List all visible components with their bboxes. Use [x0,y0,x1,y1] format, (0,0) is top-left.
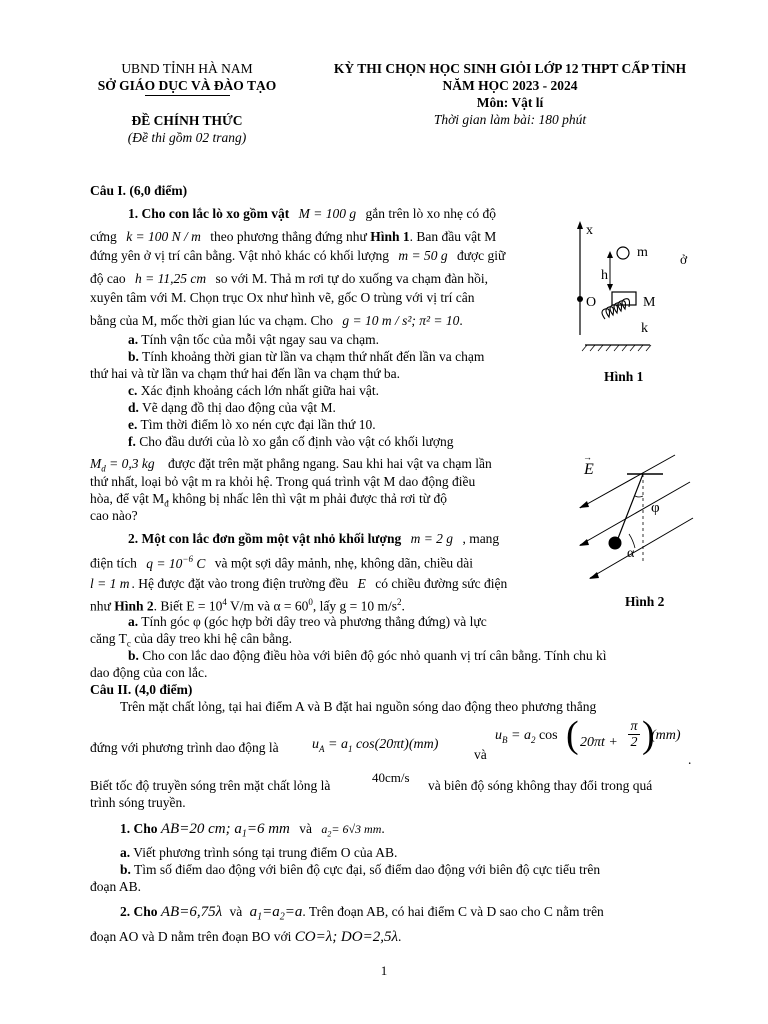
q-ii-va: và [229,904,243,919]
AB-lambda: AB=6,75λ [160,904,223,920]
phi-arc [635,496,643,497]
q1-line2 [90,229,496,245]
spring [602,299,630,319]
q1f-2 [90,456,492,474]
q-ii-1-label: 1. Cho [120,821,158,836]
item-text: Tính vận tốc của mỗi vật ngay sau va chạm. [141,332,379,347]
mass-Md-value: = 0,3 kg [109,456,155,471]
q1f-1 [128,434,453,450]
q-ii-va: và [299,821,312,836]
q1b-1 [128,349,484,365]
item-text: được đặt trên mặt phẳng ngang. Sau khi hai vật va chạm lần [167,456,492,471]
charge-exp: −6 [182,554,193,564]
q1-text: độ cao [90,271,126,286]
q2-text: có chiều đường sức điện [375,576,508,591]
q1-line5: xuyên tâm với M. Chọn trục Ox như hình vẽ, gốc O trùng với vị trí cân [90,290,475,305]
q2-line3 [90,576,507,592]
q1-text: bằng của M, mốc thời gian lúc va chạm. Cho [90,313,333,328]
q-ii-2-text: . Trên đoạn AB, có hai điểm C và D sao cho C nằm trên [302,904,604,919]
q-ii-1b-2: đoạn AB. [90,879,142,894]
uB-sub: B [502,734,508,745]
field-vector-arrow: → [583,452,592,462]
item-text: Vẽ dạng đồ thị dao động của vật M. [142,400,336,415]
a1-symbol: a [249,904,258,920]
q1-text: 1. Cho con lắc lò xo gồm vật [128,206,290,221]
uB-paren-left: ( [566,714,579,756]
figure-ref-1: Hình 1 [370,229,410,244]
q1a [128,332,379,348]
q1-text: . Ban đầu vật M [409,229,497,244]
fig1-label-k: k [641,321,648,336]
uA-rhs: = a [328,737,348,752]
q2-sup: 2 [397,597,402,607]
wave-speed: 40cm/s [372,770,410,785]
q2-text: . [401,598,405,614]
gravity-value: g = 10 m / s²; π² = 10 [342,313,460,328]
item-text: hòa, để vật M [90,491,165,506]
q1f-5: cao nào? [90,508,138,523]
item-text: Tính khoảng thời gian từ lần va chạm thứ nhất đến lần va chạm [142,349,485,364]
school-year: NĂM HỌC 2023 - 2024 [442,78,578,93]
q-ii-2-label: 2. Cho [120,904,158,919]
uB-unit: (mm) [651,728,681,743]
item-label: c. [128,383,138,398]
subject: Môn: Vật lí [476,95,544,110]
a-eq: =a [262,904,280,920]
q1-line1 [128,206,496,222]
item-label: f. [128,434,136,449]
CO-DO-values: CO=λ; DO=2,5λ [294,929,398,945]
fig1-label-h: h [601,268,608,283]
q2-text: như [90,598,111,614]
q-ii-line4: trình sóng truyền. [90,795,186,810]
charge-unit: C [196,555,206,571]
field-arrow-1 [579,501,589,508]
official-label: ĐỀ CHÍNH THỨC [131,113,243,128]
mass-Md: M [90,456,102,471]
uB-frac-den: 2 [630,735,638,750]
figure-1-drawing [565,215,688,385]
a2-sub: 2 [327,829,332,839]
q2-text: 2. Một con lắc đơn gồm một vật nhỏ khối lượng [128,531,402,546]
fig1-label-x: x [586,223,593,238]
AB-value: AB=20 cm [160,821,226,837]
uB-rhs: = a [511,728,531,743]
q-ii-1b [120,862,600,878]
question-2-title: Câu II. (4,0 điểm) [90,682,193,697]
h-arrow-top [607,251,613,258]
charge-q: q = 10 [146,555,183,571]
field-E: E [357,576,366,591]
mass-M: M = 100 g [298,206,357,221]
pendulum-mass: m = 2 g [410,531,454,546]
a2-symbol: a [321,822,328,836]
item-text: của dây treo khi hệ cân bằng. [134,631,293,646]
q-ii-intro: Trên mặt chất lỏng, tại hai điểm A và B đặt hai nguồn sóng dao động theo phương thẳng [120,699,597,714]
page-number: 1 [380,963,388,978]
uA-rhs2: cos(20πt)(mm) [355,737,439,752]
item-label: e. [128,417,138,432]
q-ii-text: đứng với phương trình dao động là [90,740,279,755]
ground-hatch [582,345,651,351]
equation-uA [312,737,438,754]
x-axis-arrow [577,221,583,229]
fig2-label-E: E [584,461,594,478]
length-l: l = 1 m [90,576,130,591]
field-arrow-2 [579,539,589,546]
q1-text: đứng yên ở vị trí cân bằng. Vật nhỏ khác có khối lượng [90,248,389,263]
q2-line1 [128,531,499,547]
fig1-label-M: M [643,295,656,310]
spring-constant: k = 100 N / m [126,229,201,244]
uB-arg: 20πt + [580,735,618,750]
figure-2-caption: Hình 2 [625,594,665,609]
uA-symbol: u [312,737,319,752]
q-ii-2 [120,904,604,923]
q2a-2 [90,631,292,649]
fig2-label-phi: φ [651,500,660,516]
fig2-label-alpha: α [627,546,635,561]
q1-text: gắn trên lò xo nhẹ có độ [365,206,496,221]
uB-paren-right: ) [642,714,655,756]
a-eq2: =a [284,904,303,920]
a2-sub: 2 [279,911,285,923]
q2b-1 [128,648,607,664]
q-ii-2-dot: . [397,929,402,944]
exam-title: KỲ THI CHỌN HỌC SINH GIỎI LỚP 12 THPT CẤP TỈNH [333,61,687,76]
height-h: h = 11,25 cm [134,271,207,286]
uB-fraction [628,719,640,750]
q-ii-va: và [474,747,487,762]
mass-m: m = 50 g [398,248,448,263]
item-text: Cho đầu dưới của lò xo gắn cố định vào vật có khối lượng [139,434,454,449]
a1-sub: 1 [241,828,247,840]
figure-1-caption: Hình 1 [604,369,644,384]
item-label: b. [120,862,131,877]
q2-text: V/m và α = 60 [229,598,309,614]
fig1-label-O: O [586,295,597,310]
q1e [128,417,376,433]
figure-2-drawing [575,450,695,585]
header-right [300,60,720,128]
uB-symbol: u [495,728,502,743]
item-sub: đ [164,498,169,509]
q-ii-line3a: Biết tốc độ truyền sóng trên mặt chất lỏng là [90,778,331,793]
q1-text-o: ở [680,252,688,267]
header-left [72,60,302,94]
q2b-2: dao động của con lắc. [90,665,208,680]
q2-text: . Hệ được đặt vào trong điện trường đều [131,576,349,591]
q1-line6: bằng của M, mốc thời gian lúc va chạm. Cho g = 10 m / s²; π² = 10. [90,313,463,328]
a1-symbol: ; a [225,821,242,837]
q2a-1 [128,614,487,630]
page-count-note: (Đề thi gồm 02 trang) [127,130,247,145]
item-sub: c [126,638,131,649]
q-ii-1a [120,845,397,861]
pendulum-string [617,474,643,541]
q1c [128,383,379,399]
uA-sub: A [319,743,325,754]
q1-text: cứng [90,229,117,244]
q1-line3 [90,248,505,264]
q1d [128,400,336,416]
item-label: b. [128,648,139,663]
question-1-heading: Câu I. (6,0 điểm) [90,183,188,198]
item-text: Tìm thời điểm lò xo nén cực đại lần thứ 10. [140,417,376,432]
q1-text: so với M. Thả m rơi tự do xuống va chạm đàn hồi, [215,271,489,286]
q2-sup: 4 [222,597,227,607]
item-label: a. [128,614,139,629]
item-text: căng T [90,631,127,646]
uB-frac-num: π [628,719,640,735]
province-name: UBND TỈNH HÀ NAM [121,61,253,76]
figure-ref-2: Hình 2 [114,598,154,614]
uB-a-sub: 2 [530,734,536,745]
q1-text: theo phương thẳng đứng như [210,229,367,244]
q2-sup: 0 [308,597,313,607]
q-ii-line3b: và biên độ sóng không thay đổi trong quá [428,778,653,793]
item-label: a. [120,845,131,860]
item-text: Cho con lắc dao động điều hòa với biên độ góc nhỏ quanh vị trí cân bằng. Tính chu kì [142,648,607,663]
header-left-rule [145,95,230,96]
ball-m [617,247,629,259]
q-ii-1 [120,821,385,840]
q2-line4 [90,597,405,615]
q2-text: điện tích [90,555,137,571]
q1f-3: thứ nhất, loại bỏ vật m ra khỏi hệ. Trong quá trình vật M dao động điều [90,474,476,489]
item-label: b. [128,349,139,364]
h-arrow-bottom [607,284,613,291]
a2-value: = 6√3 mm [331,822,382,836]
q1f-4 [90,491,447,509]
department-name: SỞ GIÁO DỤC VÀ ĐÀO TẠO [97,78,277,93]
item-text: Tính góc φ (góc hợp bởi dây treo và phương thẳng đứng) và lực [141,614,487,629]
q2-text: , mang [462,531,500,546]
q2-line2 [90,554,473,572]
q2-text: , lấy g = 10 m/s [312,598,398,614]
item-label: a. [128,332,139,347]
q1-text: được giữ [456,248,506,263]
field-arrow-3 [589,572,599,579]
q1-line4 [90,271,488,287]
q1b-2: thứ hai và từ lần va chạm thứ hai đến lần va chạm thứ ba. [90,366,401,381]
uA-a-sub: 1 [347,743,353,754]
item-text: không bị nhấc lên thì vật m phải được thả rơi từ độ [172,491,447,506]
q-ii-line2 [90,740,279,756]
q2-text: . Biết E = 10 [153,598,223,614]
q2-text: và một sợi dây mảnh, nhẹ, không dãn, chiều dài [214,555,474,571]
q-ii-2-line2 [90,929,401,946]
uB-cos: cos [538,728,558,743]
item-label: d. [128,400,139,415]
equation-uB-dot: . [688,752,692,767]
origin-dot [577,296,583,302]
figure-2 [575,450,695,585]
mass-Md-sub: d [101,463,106,474]
item-text: Xác định khoảng cách lớn nhất giữa hai vật. [140,383,380,398]
pendulum-bob [609,537,622,550]
a1-sub: 1 [257,911,263,923]
figure-1 [565,215,688,385]
q-ii-2-text: đoạn AO và D nằm trên đoạn BO với [90,929,292,944]
time-allowed: Thời gian làm bài: 180 phút [433,112,587,127]
item-text: Tìm số điểm dao động với biên độ cực đại, số điểm dao động với biên độ cực tiểu trên [134,862,601,877]
q-ii-1-dot: . [381,821,385,836]
equation-uB [495,728,558,745]
fig1-label-m: m [637,245,648,260]
question-1-title [90,183,187,199]
item-text: Viết phương trình sóng tại trung điểm O của AB. [133,845,398,860]
a1-value: =6 mm [246,821,290,837]
